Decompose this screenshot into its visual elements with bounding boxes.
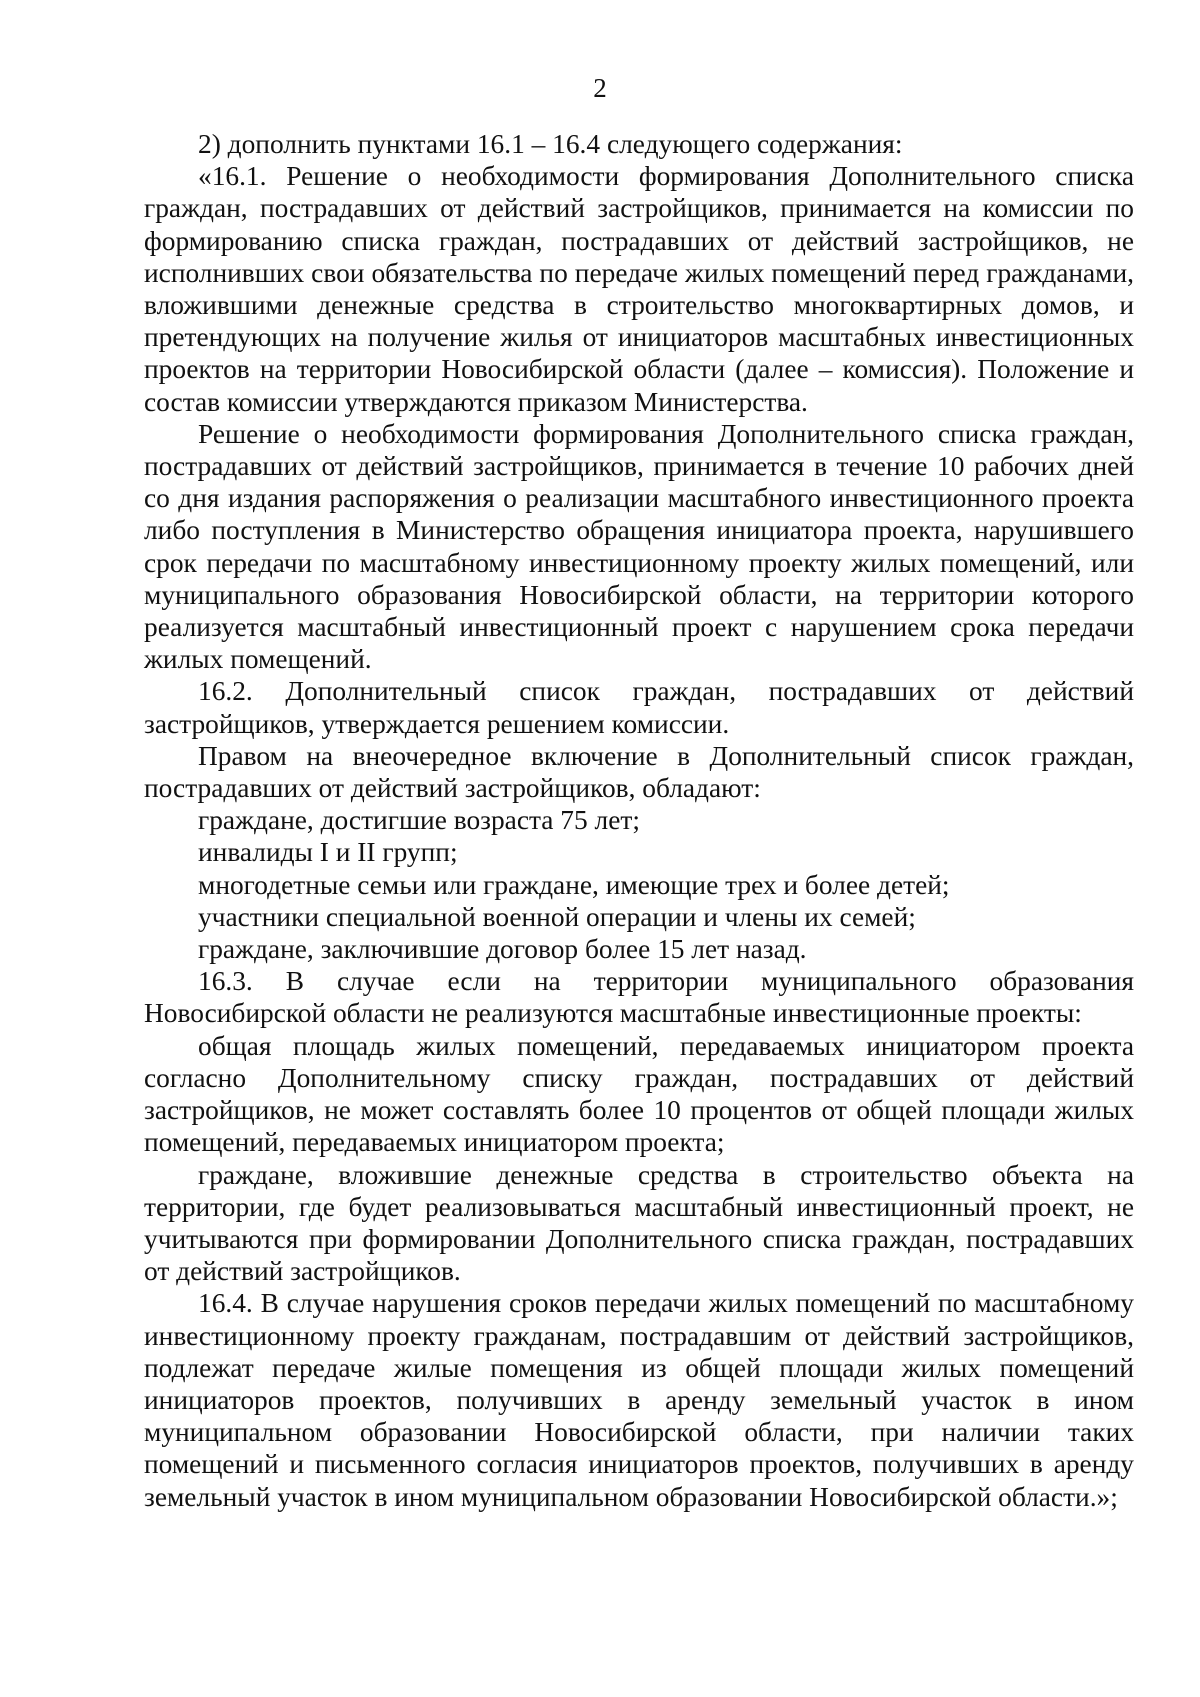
clause-16-4-paragraph: 16.4. В случае нарушения сроков передачи жилых помещений по масштабному инвестиционному проекту гражданам, пострадавшим от действий застройщиков, подлежат передаче жилые помещения из общей площади жилых помещений инициаторов проектов, получивших в аренду земельный участок в ином муниципальном образовании Новосибирской области, при наличии таких помещений и письменного согласия инициаторов проектов, получивших в аренду земельный участок в ином муниципальном образовании Новосибирской области.»; [144,1288,1134,1512]
priority-list-item: граждане, заключившие договор более 15 лет назад. [198,934,807,965]
amendment-intro: 2) дополнить пунктами 16.1 – 16.4 следующего содержания: [198,129,903,159]
clause-16-3-investors-paragraph: граждане, вложившие денежные средства в строительство объекта на территории, где будет реализовываться масштабный инвестиционный проект, не учитываются при формировании Дополнительного списка граждан, пострадавших от действий застройщиков. [144,1159,1134,1287]
clause-16-3-paragraph: 16.3. В случае если на территории муниципального образования Новосибирской области не реализуются масштабные инвестиционные проекты: [144,966,1134,1029]
document-body [144,128,1134,1513]
priority-list-item: граждане, достигшие возраста 75 лет; [198,805,640,836]
priority-list-item: участники специальной военной операции и члены их семей; [198,901,916,932]
clause-16-1-paragraph: «16.1. Решение о необходимости формирования Дополнительного списка граждан, пострадавших от действий застройщиков, принимается на комиссии по формированию списка граждан, пострадавших от действий застройщиков, не исполнивших свои обязательства по передаче жилых помещений перед гражданами, вложившими денежные средства в строительство многоквартирных домов, и претендующих на получение жилья от инициаторов масштабных инвестиционных проектов на территории Новосибирской области (далее – комиссия). Положение и состав комиссии утверждаются приказом Министерства. [144,161,1134,417]
priority-right-paragraph: Правом на внеочередное включение в Дополнительный список граждан, пострадавших от действий застройщиков, обладают: [144,740,1134,804]
page-number: 2 [593,73,607,103]
priority-list-item: инвалиды I и II групп; [198,837,458,868]
clause-16-1-deadline-paragraph: Решение о необходимости формирования Дополнительного списка граждан, пострадавших от действий застройщиков, принимается в течение 10 рабочих дней со дня издания распоряжения о реализации масштабного инвестиционного проекта либо поступления в Министерство обращения инициатора проекта, нарушившего срок передачи по масштабному инвестиционному проекту жилых помещений, или муниципального образования Новосибирской области, на территории которого реализуется масштабный инвестиционный проект с нарушением срока передачи жилых помещений. [144,418,1134,675]
priority-list-item: многодетные семьи или граждане, имеющие трех и более детей; [198,869,950,900]
clause-16-2-paragraph: 16.2. Дополнительный список граждан, пострадавших от действий застройщиков, утверждается решением комиссии. [144,676,1134,739]
clause-16-3-area-paragraph: общая площадь жилых помещений, передаваемых инициатором проекта согласно Дополнительному списку граждан, пострадавших от действий застройщиков, не может составлять более 10 процентов от общей площади жилых помещений, передаваемых инициатором проекта; [144,1030,1134,1158]
